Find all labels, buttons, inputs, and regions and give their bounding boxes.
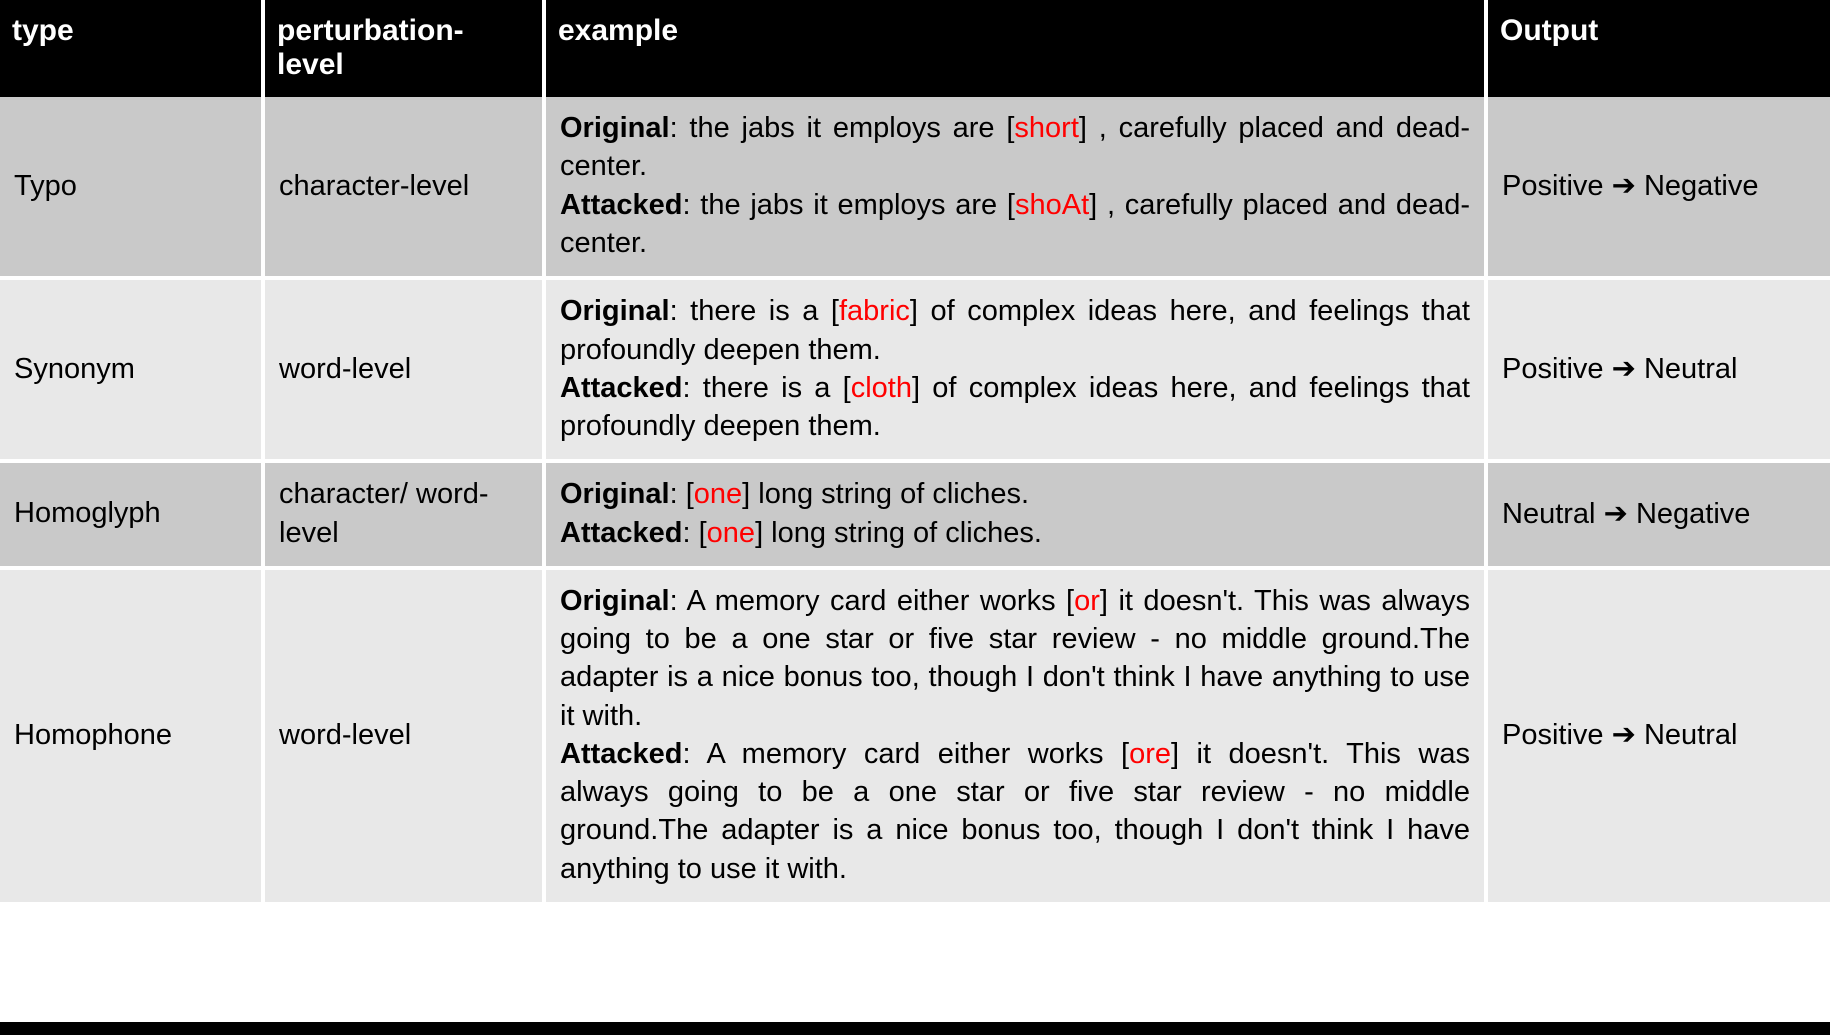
attacked-highlight: ore: [1129, 737, 1171, 770]
attacked-highlight: onе: [706, 516, 756, 549]
cell-example: [544, 97, 1486, 278]
cell-output: [1486, 568, 1830, 904]
attacked-label: Attacked: [560, 737, 683, 770]
column-header-perturbation-level: perturbation-level: [263, 0, 544, 97]
table-body: [0, 97, 1830, 904]
cell-perturbation-level: character/ word-level: [263, 461, 544, 568]
original-label: Original: [560, 295, 670, 328]
cell-example: [544, 568, 1486, 904]
original-text-pre: : [: [669, 478, 694, 511]
column-header-output: Output: [1486, 0, 1830, 97]
attacked-text-pre: : A memory card either works [: [682, 737, 1130, 770]
column-header-type: type: [0, 0, 263, 97]
table-row: [0, 97, 1830, 278]
cell-output: [1486, 278, 1830, 461]
original-text-post: ] , carefully placed and dead-center.: [560, 112, 1470, 183]
cell-type: Typo: [0, 97, 263, 278]
attacked-label: Attacked: [560, 188, 683, 221]
attacked-text-post: ] of complex ideas here, and feelings that profoundly deepen them.: [560, 371, 1470, 443]
attacked-text-post: ] , carefully placed and dead-center.: [560, 188, 1471, 259]
original-text-post: ] it doesn't. This was always going to be a one star or five star review - no middle ground.The adapter is a nice bonus too, though I don't think I have anything to use it with.: [560, 584, 1471, 732]
cell-example: [544, 461, 1486, 568]
attacked-text-post: ] long string of cliches.: [755, 516, 1042, 549]
output-from-label: Neutral: [1502, 497, 1596, 530]
table-row: [0, 461, 1830, 568]
attacked-highlight: shoAt: [1015, 188, 1090, 221]
bottom-border-bar: [0, 1022, 1830, 1035]
example-attacked: [560, 369, 1470, 446]
example-attacked: [560, 186, 1470, 263]
cell-type: Synonym: [0, 278, 263, 461]
example-original: [560, 109, 1470, 186]
table-row: [0, 568, 1830, 904]
output-to-label: Neutral: [1643, 719, 1738, 752]
attacked-text-post: ] it doesn't. This was always going to be a one star or five star review - no middle ground.The adapter is a nice bonus too, though I don't think I have anything to use it with.: [560, 737, 1470, 885]
output-to-label: Negative: [1643, 170, 1759, 203]
cell-perturbation-level: character-level: [263, 97, 544, 278]
original-highlight: fabric: [838, 295, 910, 328]
original-text-pre: : A memory card either works [: [669, 584, 1075, 617]
table-header: [0, 0, 1830, 97]
example-original: [560, 582, 1470, 735]
cell-output: [1486, 461, 1830, 568]
attacked-highlight: cloth: [850, 371, 912, 404]
table-header-row: [0, 0, 1830, 97]
output-to-label: Negative: [1635, 497, 1751, 530]
output-from-label: Positive: [1502, 719, 1604, 752]
attacked-text-pre: : [: [682, 516, 707, 549]
original-text-pre: : there is a [: [669, 295, 839, 328]
column-header-example: example: [544, 0, 1486, 97]
example-attacked: [560, 514, 1470, 552]
original-highlight: or: [1074, 584, 1100, 617]
attacked-text-pre: : the jabs it employs are [: [682, 188, 1015, 221]
original-label: Original: [560, 584, 670, 617]
output-to-label: Neutral: [1643, 353, 1738, 386]
arrow-right-icon: ➔: [1611, 351, 1636, 386]
cell-output: [1486, 97, 1830, 278]
example-attacked: [560, 735, 1470, 888]
output-from-label: Positive: [1502, 353, 1604, 386]
cell-perturbation-level: word-level: [263, 568, 544, 904]
cell-example: [544, 278, 1486, 461]
cell-type: Homoglyph: [0, 461, 263, 568]
example-original: [560, 475, 1470, 513]
original-highlight: short: [1014, 112, 1079, 145]
original-label: Original: [560, 112, 670, 145]
table-row: [0, 278, 1830, 461]
attacked-label: Attacked: [560, 371, 683, 404]
cell-type: Homophone: [0, 568, 263, 904]
original-text-post: ] of complex ideas here, and feelings that profoundly deepen them.: [560, 295, 1470, 366]
attacked-text-pre: : there is a [: [682, 371, 851, 404]
example-original: [560, 292, 1470, 369]
cell-perturbation-level: word-level: [263, 278, 544, 461]
arrow-right-icon: ➔: [1603, 495, 1628, 530]
attacked-label: Attacked: [560, 516, 683, 549]
arrow-right-icon: ➔: [1611, 717, 1636, 752]
original-label: Original: [560, 478, 670, 511]
arrow-right-icon: ➔: [1611, 168, 1636, 203]
original-text-post: ] long string of cliches.: [742, 478, 1030, 511]
output-from-label: Positive: [1502, 170, 1604, 203]
original-text-pre: : the jabs it employs are [: [669, 112, 1015, 145]
original-highlight: one: [693, 478, 743, 511]
